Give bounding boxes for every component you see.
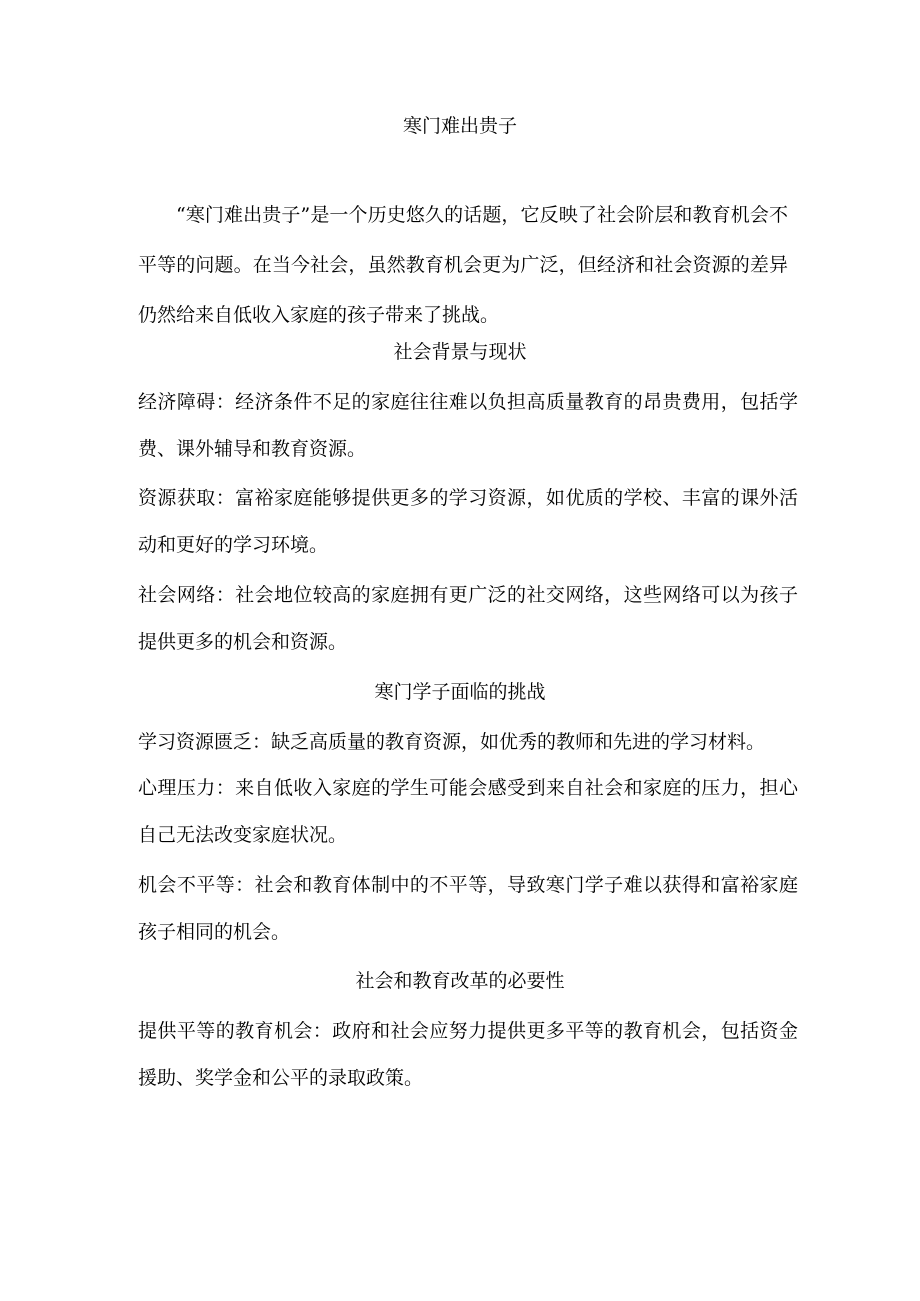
item-text: 富裕家庭能够提供更多的学习资源，如优质的学校、丰富的课外活动和更好的学习环境。	[138, 487, 798, 556]
intro-paragraph: “寒门难出贵子”是一个历史悠久的话题，它反映了社会阶层和教育机会不平等的问题。在当今社会，虽然教育机会更为广泛，但经济和社会资源的差异仍然给来自低收入家庭的孩子带来了挑战。	[138, 204, 788, 326]
item-text: 来自低收入家庭的学生可能会感受到来自社会和家庭的压力，担心自己无法改变家庭状况。	[138, 777, 798, 846]
item-label: 心理压力：	[138, 777, 236, 799]
item-label: 经济障碍：	[138, 391, 236, 413]
item-text: 经济条件不足的家庭往往难以负担高质量教育的昂贵费用，包括学费、课外辅导和教育资源。	[138, 391, 798, 460]
document-title: 寒门难出贵子	[402, 115, 517, 137]
item-label: 社会网络：	[138, 584, 236, 606]
list-item-psychological-pressure	[138, 765, 798, 859]
item-text: 缺乏高质量的教育资源，如优秀的教师和先进的学习材料。	[271, 731, 766, 753]
item-text: 社会地位较高的家庭拥有更广泛的社交网络，这些网络可以为孩子提供更多的机会和资源。	[138, 584, 798, 653]
list-item-economic-barrier	[138, 379, 798, 473]
item-label: 学习资源匮乏：	[138, 731, 272, 753]
list-item-resource-access	[138, 475, 798, 569]
item-label: 提供平等的教育机会：	[138, 1020, 333, 1042]
list-item-unequal-opportunity	[138, 862, 798, 956]
section-heading-reform: 社会和教育改革的必要性	[355, 970, 565, 992]
section-heading-background: 社会背景与现状	[393, 341, 527, 363]
item-label: 资源获取：	[138, 487, 236, 509]
item-label: 机会不平等：	[138, 874, 255, 896]
list-item-resource-scarcity	[138, 719, 798, 766]
section-heading-challenges: 寒门学子面临的挑战	[374, 681, 546, 703]
list-item-equal-opportunity	[138, 1008, 798, 1102]
item-text: 社会和教育体制中的不平等，导致寒门学子难以获得和富裕家庭孩子相同的机会。	[138, 874, 798, 943]
list-item-social-network	[138, 572, 798, 666]
item-text: 政府和社会应努力提供更多平等的教育机会，包括资金援助、奖学金和公平的录取政策。	[138, 1020, 798, 1089]
